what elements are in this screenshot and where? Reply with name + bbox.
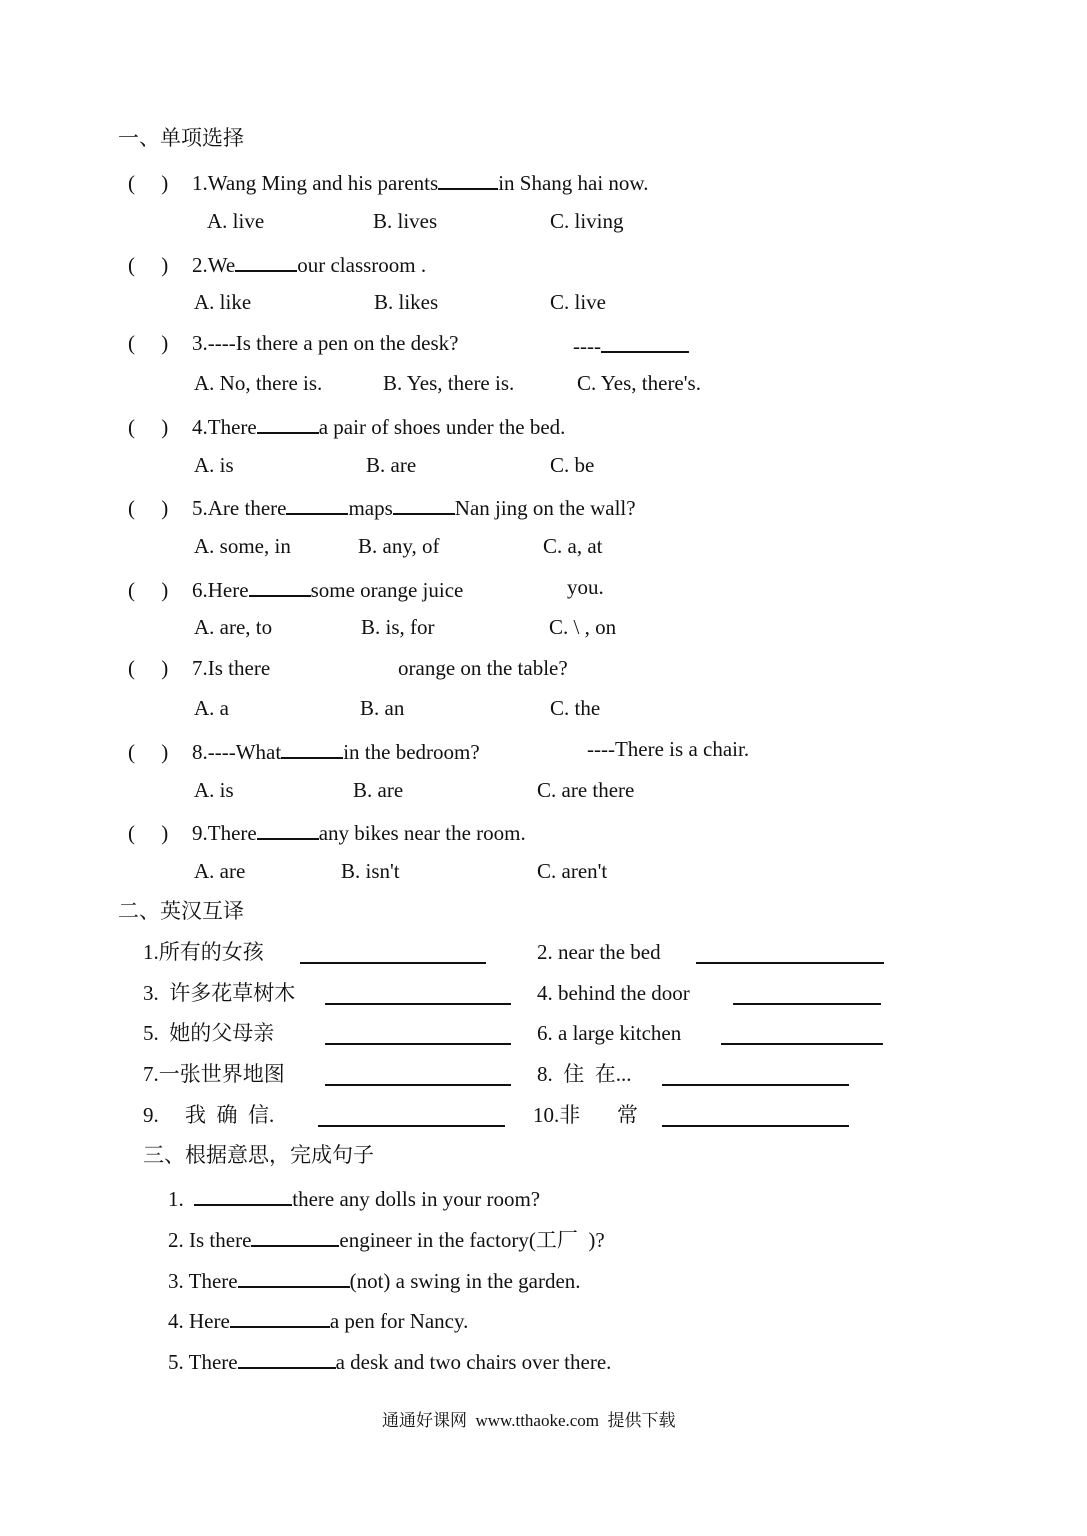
answer-blank[interactable] bbox=[249, 577, 311, 597]
question-6: ( ) 6.Here some orange juice bbox=[128, 578, 464, 602]
answer-blank[interactable] bbox=[733, 985, 881, 1005]
answer-blank[interactable] bbox=[662, 1066, 849, 1086]
footer-text: 通通好课网 www.tthaoke.com 提供下载 bbox=[382, 1411, 676, 1430]
option-a: A. some, in bbox=[194, 534, 291, 558]
option-b: B. are bbox=[353, 778, 404, 802]
answer-blank[interactable] bbox=[601, 333, 689, 353]
answer-paren: ( ) bbox=[128, 171, 169, 195]
option-c: C. live bbox=[550, 290, 606, 314]
option-a: A. are bbox=[194, 859, 246, 883]
question-9: ( ) 9.There any bikes near the room. bbox=[128, 821, 526, 845]
option-a: A. like bbox=[194, 290, 252, 314]
translate-item-4: 4. behind the door bbox=[537, 981, 690, 1005]
option-c: C. a, at bbox=[543, 534, 603, 558]
option-a: A. No, there is. bbox=[194, 371, 323, 395]
answer-blank[interactable] bbox=[238, 1268, 350, 1288]
option-c: C. living bbox=[550, 209, 624, 233]
option-b: B. an bbox=[360, 696, 405, 720]
question-7-tail: orange on the table? bbox=[398, 656, 568, 680]
translate-item-8: 8. 住 在... bbox=[537, 1062, 632, 1086]
translate-item-3: 3. 许多花草树木 bbox=[143, 981, 296, 1005]
option-b: B. are bbox=[366, 453, 417, 477]
question-8-tail: ----There is a chair. bbox=[587, 737, 750, 761]
answer-blank[interactable] bbox=[438, 170, 498, 190]
answer-blank[interactable] bbox=[696, 944, 884, 964]
answer-blank[interactable] bbox=[325, 985, 511, 1005]
question-1: ( ) 1.Wang Ming and his parents in Shang hai now. bbox=[128, 171, 649, 195]
question-2: ( ) 2.We our classroom . bbox=[128, 253, 427, 277]
question-7: ( ) 7.Is there bbox=[128, 656, 271, 680]
answer-blank[interactable] bbox=[257, 820, 319, 840]
option-b: B. isn't bbox=[341, 859, 400, 883]
translate-item-7: 7.一张世界地图 bbox=[143, 1062, 285, 1086]
answer-blank[interactable] bbox=[325, 1025, 511, 1045]
option-b: B. likes bbox=[374, 290, 439, 314]
sentence-5: 5. There a desk and two chairs over there. bbox=[168, 1350, 612, 1374]
question-4: ( ) 4.There a pair of shoes under the bed. bbox=[128, 415, 566, 439]
question-5: ( ) 5.Are there maps Nan jing on the wall? bbox=[128, 496, 636, 520]
sentence-1: 1. there any dolls in your room? bbox=[168, 1187, 541, 1211]
answer-blank[interactable] bbox=[318, 1107, 505, 1127]
translate-item-2: 2. near the bed bbox=[537, 940, 661, 964]
answer-blank[interactable] bbox=[393, 495, 455, 515]
question-3: ( ) 3.----Is there a pen on the desk? bbox=[128, 331, 459, 355]
translate-item-9: 9. 我 确 信. bbox=[143, 1103, 275, 1127]
option-c: C. \ , on bbox=[549, 615, 617, 639]
option-c: C. the bbox=[550, 696, 601, 720]
answer-blank[interactable] bbox=[230, 1308, 330, 1328]
section2-title: 二、英汉互译 bbox=[118, 899, 244, 923]
translate-item-6: 6. a large kitchen bbox=[537, 1021, 682, 1045]
section3-title: 三、根据意思，完成句子 bbox=[143, 1143, 374, 1167]
answer-blank[interactable] bbox=[281, 739, 343, 759]
answer-blank[interactable] bbox=[325, 1066, 511, 1086]
option-b: B. any, of bbox=[358, 534, 440, 558]
answer-blank[interactable] bbox=[194, 1186, 292, 1206]
option-c: C. be bbox=[550, 453, 595, 477]
option-b: B. Yes, there is. bbox=[383, 371, 515, 395]
question-6-tail: you. bbox=[567, 575, 604, 599]
option-c: C. Yes, there's. bbox=[577, 371, 701, 395]
answer-blank[interactable] bbox=[721, 1025, 883, 1045]
translate-item-10: 10.非 常 bbox=[533, 1103, 638, 1127]
option-b: B. is, for bbox=[361, 615, 435, 639]
section1-title: 一、单项选择 bbox=[118, 126, 244, 150]
option-a: A. is bbox=[194, 453, 234, 477]
answer-blank[interactable] bbox=[286, 495, 348, 515]
option-a: A. is bbox=[194, 778, 234, 802]
sentence-3: 3. There (not) a swing in the garden. bbox=[168, 1269, 581, 1293]
option-a: A. are, to bbox=[194, 615, 273, 639]
sentence-4: 4. Here a pen for Nancy. bbox=[168, 1309, 469, 1333]
option-c: C. are there bbox=[537, 778, 635, 802]
translate-item-5: 5. 她的父母亲 bbox=[143, 1021, 275, 1045]
question-3-answer: ---- bbox=[573, 333, 689, 357]
answer-blank[interactable] bbox=[251, 1227, 339, 1247]
question-8: ( ) 8.----What in the bedroom? bbox=[128, 740, 480, 764]
sentence-2: 2. Is there engineer in the factory(工厂 )? bbox=[168, 1228, 605, 1252]
option-b: B. lives bbox=[373, 209, 438, 233]
answer-blank[interactable] bbox=[257, 414, 319, 434]
answer-blank[interactable] bbox=[662, 1107, 849, 1127]
translate-item-1: 1.所有的女孩 bbox=[143, 940, 264, 964]
answer-blank[interactable] bbox=[300, 944, 486, 964]
answer-blank[interactable] bbox=[238, 1349, 336, 1369]
option-a: A. a bbox=[194, 696, 229, 720]
answer-blank[interactable] bbox=[235, 252, 297, 272]
option-a: A. live bbox=[207, 209, 265, 233]
option-c: C. aren't bbox=[537, 859, 608, 883]
